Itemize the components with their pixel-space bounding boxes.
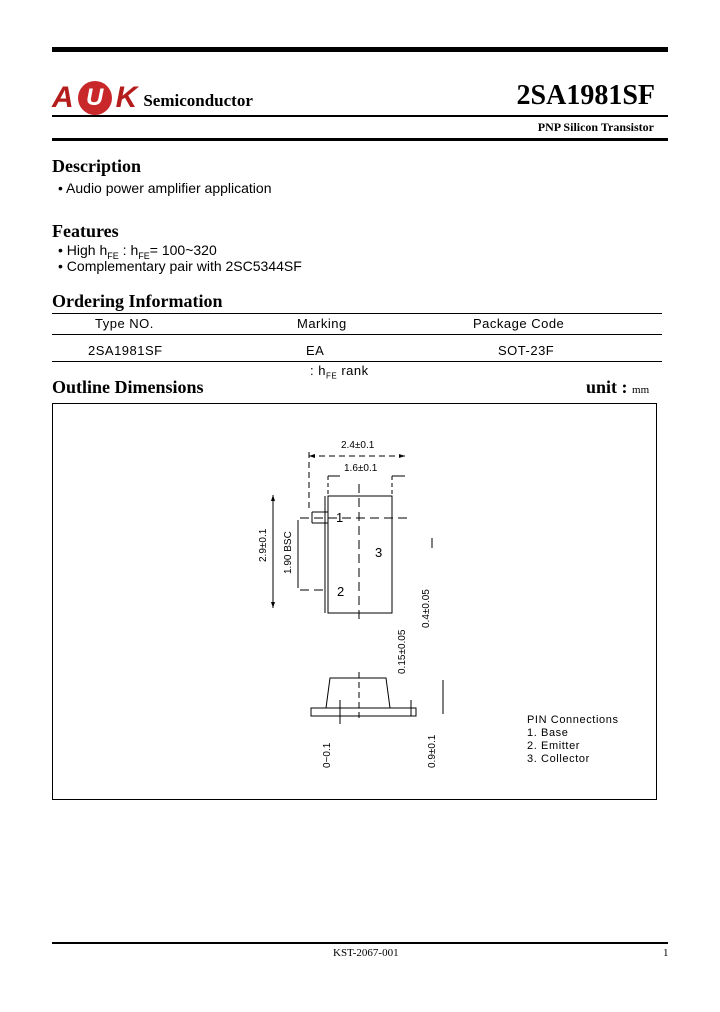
- footer-page-number: 1: [663, 947, 669, 959]
- cell-package-code: SOT-23F: [498, 343, 555, 358]
- dim-lead-width: 0.4±0.05: [421, 589, 432, 628]
- feature-item-hfe: • High $h_{FE}$ : $h_{FE}=$ 100~320: [58, 242, 217, 261]
- dim-lead-thickness: 0.15±0.05: [397, 629, 408, 674]
- subtitle: PNP Silicon Transistor: [537, 120, 654, 134]
- ordering-heading: Ordering Information: [52, 291, 223, 311]
- unit-label: unit : mm: [586, 377, 650, 397]
- pin-3-label: 3: [375, 545, 383, 560]
- col-type-no: Type NO.: [95, 316, 154, 331]
- pin-connection-collector: 3. Collector: [527, 753, 590, 765]
- feature-item-complementary: • Complementary pair with 2SC5344SF: [58, 258, 302, 274]
- pin-1-label: 1: [336, 510, 344, 525]
- pin-connection-emitter: 2. Emitter: [527, 740, 581, 752]
- arrow-width-right: [399, 454, 405, 458]
- cell-type-no: 2SA1981SF: [88, 343, 163, 358]
- outline-heading: Outline Dimensions: [52, 377, 204, 397]
- logo-a: A: [52, 81, 74, 114]
- cell-marking: EA: [306, 343, 325, 358]
- body-side-view: [326, 678, 390, 708]
- lead-frame-side-view: [311, 708, 416, 716]
- description-heading: Description: [52, 156, 141, 176]
- pin-connection-base: 1. Base: [527, 727, 569, 739]
- logo-semiconductor: Semiconductor: [143, 91, 253, 110]
- footer-doc-code: KST-2067-001: [333, 947, 399, 959]
- arrow-height-bottom: [271, 602, 275, 608]
- dim-width-inner: 1.6±0.1: [344, 463, 378, 474]
- col-package-code: Package Code: [473, 316, 565, 331]
- pin-2-label: 2: [337, 584, 345, 599]
- footer-rule: [52, 942, 668, 944]
- col-marking: Marking: [297, 316, 347, 331]
- dim-body-height: 0.9±0.1: [427, 734, 438, 768]
- hfe-rank-note: : $h_{FE}$ rank: [310, 363, 369, 381]
- dim-standoff: 0~0.1: [322, 742, 333, 768]
- dim-width-outer: 2.4±0.1: [341, 440, 375, 451]
- logo-k: K: [115, 81, 138, 114]
- dim-height-total: 2.9±0.1: [258, 528, 269, 562]
- pin-connections-title: PIN Connections: [527, 714, 619, 726]
- dim-pitch: 1.90 BSC: [283, 531, 294, 574]
- features-heading: Features: [52, 221, 119, 241]
- logo-u-circle: U: [78, 81, 112, 115]
- description-item: • Audio power amplifier application: [58, 180, 272, 196]
- part-number-title: 2SA1981SF: [516, 80, 655, 111]
- arrow-height-top: [271, 495, 275, 501]
- arrow-width-left: [309, 454, 315, 458]
